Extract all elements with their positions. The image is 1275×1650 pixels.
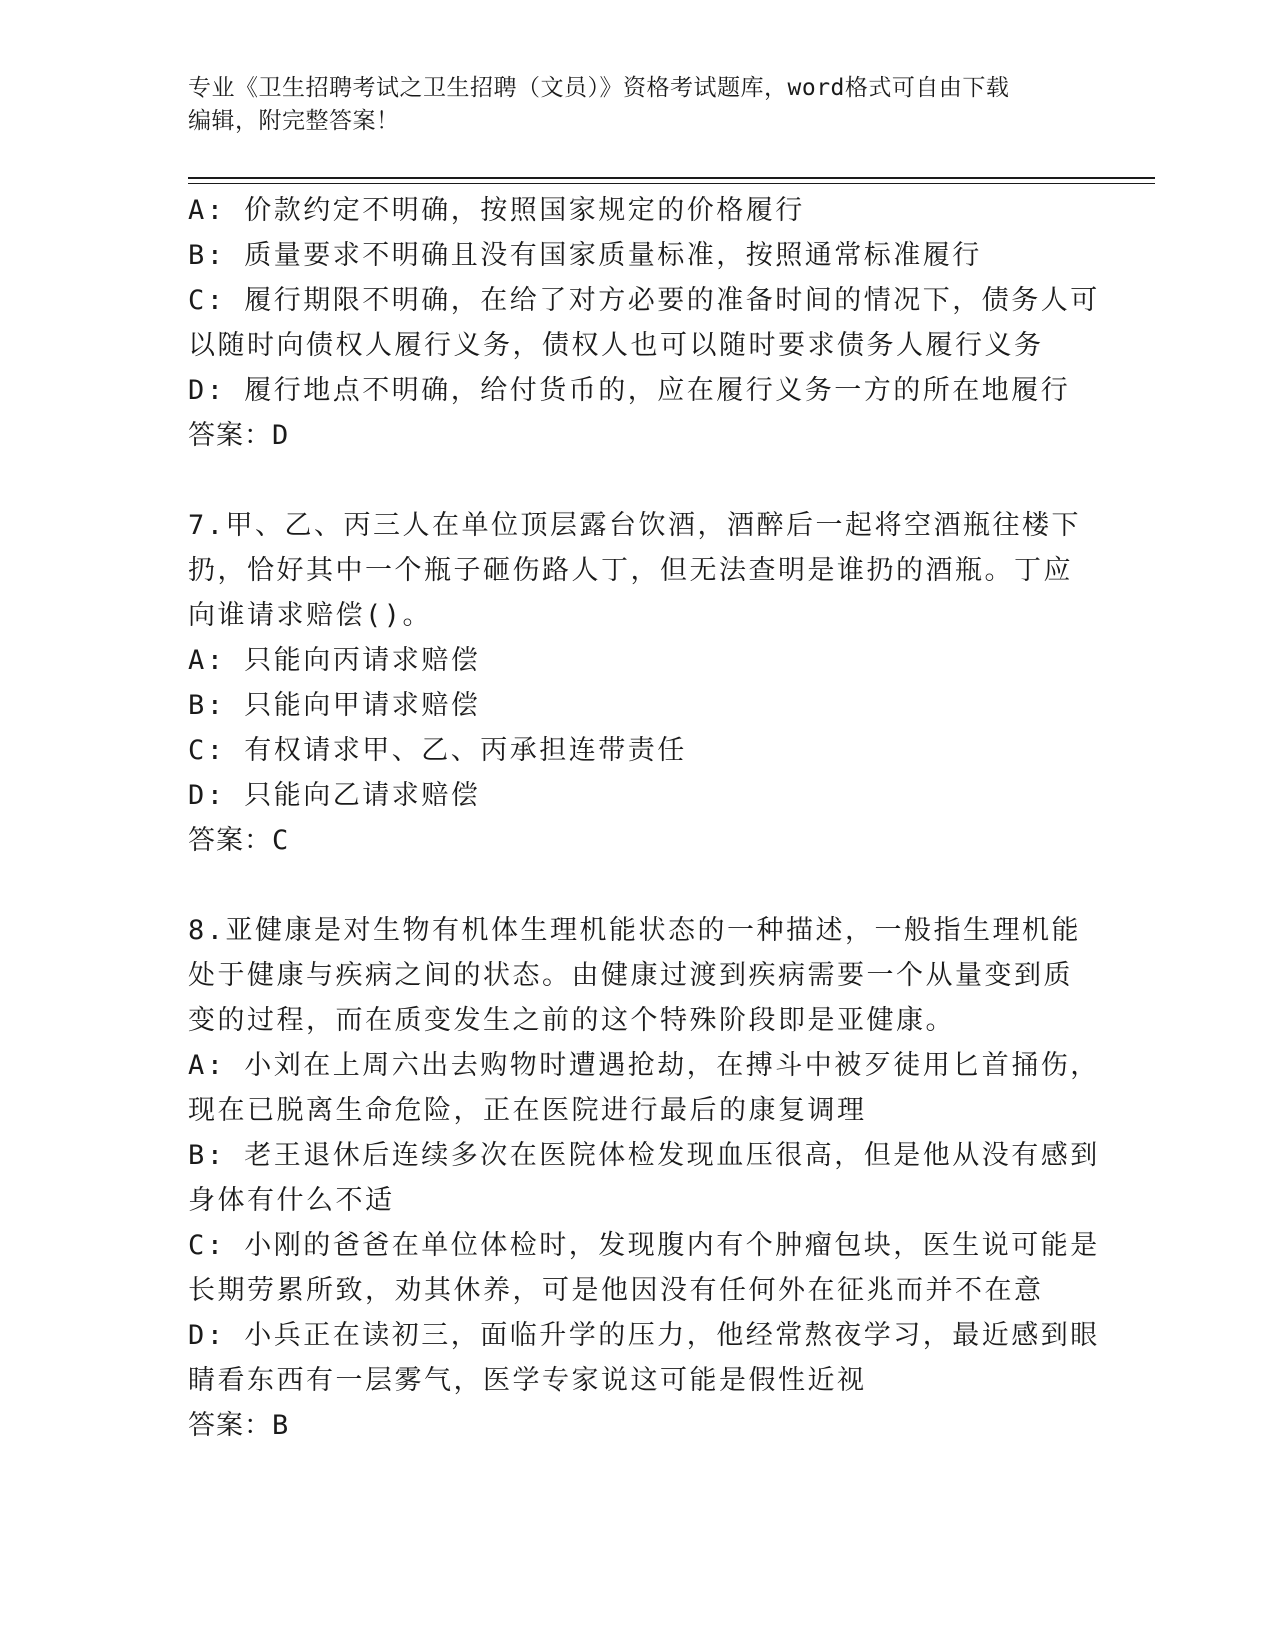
- option-d: [188, 1313, 1100, 1403]
- answer-label: 答案：: [188, 825, 272, 856]
- option-line: C: 有权请求甲、乙、丙承担连带责任: [188, 735, 687, 766]
- option-line: 睛看东西有一层雾气，医学专家说这可能是假性近视: [188, 1365, 867, 1396]
- option-b: [188, 683, 1078, 728]
- question-block-7: [188, 503, 1082, 863]
- option-d: [188, 773, 1078, 818]
- header-line-1: 专业《卫生招聘考试之卫生招聘（文员）》资格考试题库，word格式可自由下载: [188, 75, 1010, 101]
- question-line: 变的过程，而在质变发生之前的这个特殊阶段即是亚健康。: [188, 1005, 955, 1036]
- question-block-8: [188, 908, 1100, 1448]
- option-line: 以随时向债权人履行义务，债权人也可以随时要求债务人履行义务: [188, 330, 1044, 361]
- option-line: D: 小兵正在读初三，面临升学的压力，他经常熬夜学习，最近感到眼: [188, 1320, 1100, 1351]
- answer-line: [188, 1403, 1078, 1448]
- question-stem: [188, 908, 1082, 1043]
- option-c: [188, 1223, 1100, 1313]
- block-spacer: [188, 458, 1078, 503]
- option-c: [188, 728, 1078, 773]
- question-block-6: [188, 188, 1100, 458]
- option-line: B: 只能向甲请求赔偿: [188, 690, 481, 721]
- question-list: [188, 188, 1100, 1448]
- question-line: 扔，恰好其中一个瓶子砸伤路人丁，但无法查明是谁扔的酒瓶。丁应: [188, 555, 1073, 586]
- option-line: 现在已脱离生命危险，正在医院进行最后的康复调理: [188, 1095, 867, 1126]
- document-header: [188, 72, 1078, 138]
- option-c: [188, 278, 1100, 368]
- option-line: D: 履行地点不明确，给付货币的，应在履行义务一方的所在地履行: [188, 375, 1071, 406]
- option-line: C: 小刚的爸爸在单位体检时，发现腹内有个肿瘤包块，医生说可能是: [188, 1230, 1100, 1261]
- option-line: C: 履行期限不明确，在给了对方必要的准备时间的情况下，债务人可: [188, 285, 1100, 316]
- option-a: [188, 638, 1078, 683]
- answer-label: 答案：: [188, 420, 272, 451]
- header-line-2: 编辑，附完整答案！: [188, 108, 400, 134]
- option-d: [188, 368, 1078, 413]
- option-line: 身体有什么不适: [188, 1185, 395, 1216]
- option-a: [188, 1043, 1100, 1133]
- answer-line: [188, 413, 1078, 458]
- option-line: A: 价款约定不明确，按照国家规定的价格履行: [188, 195, 805, 226]
- answer-line: [188, 818, 1078, 863]
- block-spacer: [188, 863, 1078, 908]
- question-line: 向谁请求赔偿()。: [188, 600, 433, 631]
- option-b: [188, 1133, 1100, 1223]
- option-a: [188, 188, 1078, 233]
- header-divider-thin: [188, 183, 1155, 184]
- answer-value: D: [272, 420, 290, 451]
- option-line: B: 老王退休后连续多次在医院体检发现血压很高，但是他从没有感到: [188, 1140, 1100, 1171]
- question-line: 处于健康与疾病之间的状态。由健康过渡到疾病需要一个从量变到质: [188, 960, 1073, 991]
- answer-label: 答案：: [188, 1410, 272, 1441]
- question-line: 8.亚健康是对生物有机体生理机能状态的一种描述，一般指生理机能: [188, 915, 1082, 946]
- answer-value: B: [272, 1410, 290, 1441]
- option-b: [188, 233, 1078, 278]
- question-stem: [188, 503, 1082, 638]
- header-divider-thick: [188, 177, 1155, 179]
- option-line: A: 小刘在上周六出去购物时遭遇抢劫，在搏斗中被歹徒用匕首捅伤，: [188, 1050, 1100, 1081]
- option-line: B: 质量要求不明确且没有国家质量标准，按照通常标准履行: [188, 240, 982, 271]
- option-line: A: 只能向丙请求赔偿: [188, 645, 481, 676]
- answer-value: C: [272, 825, 290, 856]
- option-line: 长期劳累所致，劝其休养，可是他因没有任何外在征兆而并不在意: [188, 1275, 1044, 1306]
- option-line: D: 只能向乙请求赔偿: [188, 780, 481, 811]
- question-line: 7.甲、乙、丙三人在单位顶层露台饮酒，酒醉后一起将空酒瓶往楼下: [188, 510, 1082, 541]
